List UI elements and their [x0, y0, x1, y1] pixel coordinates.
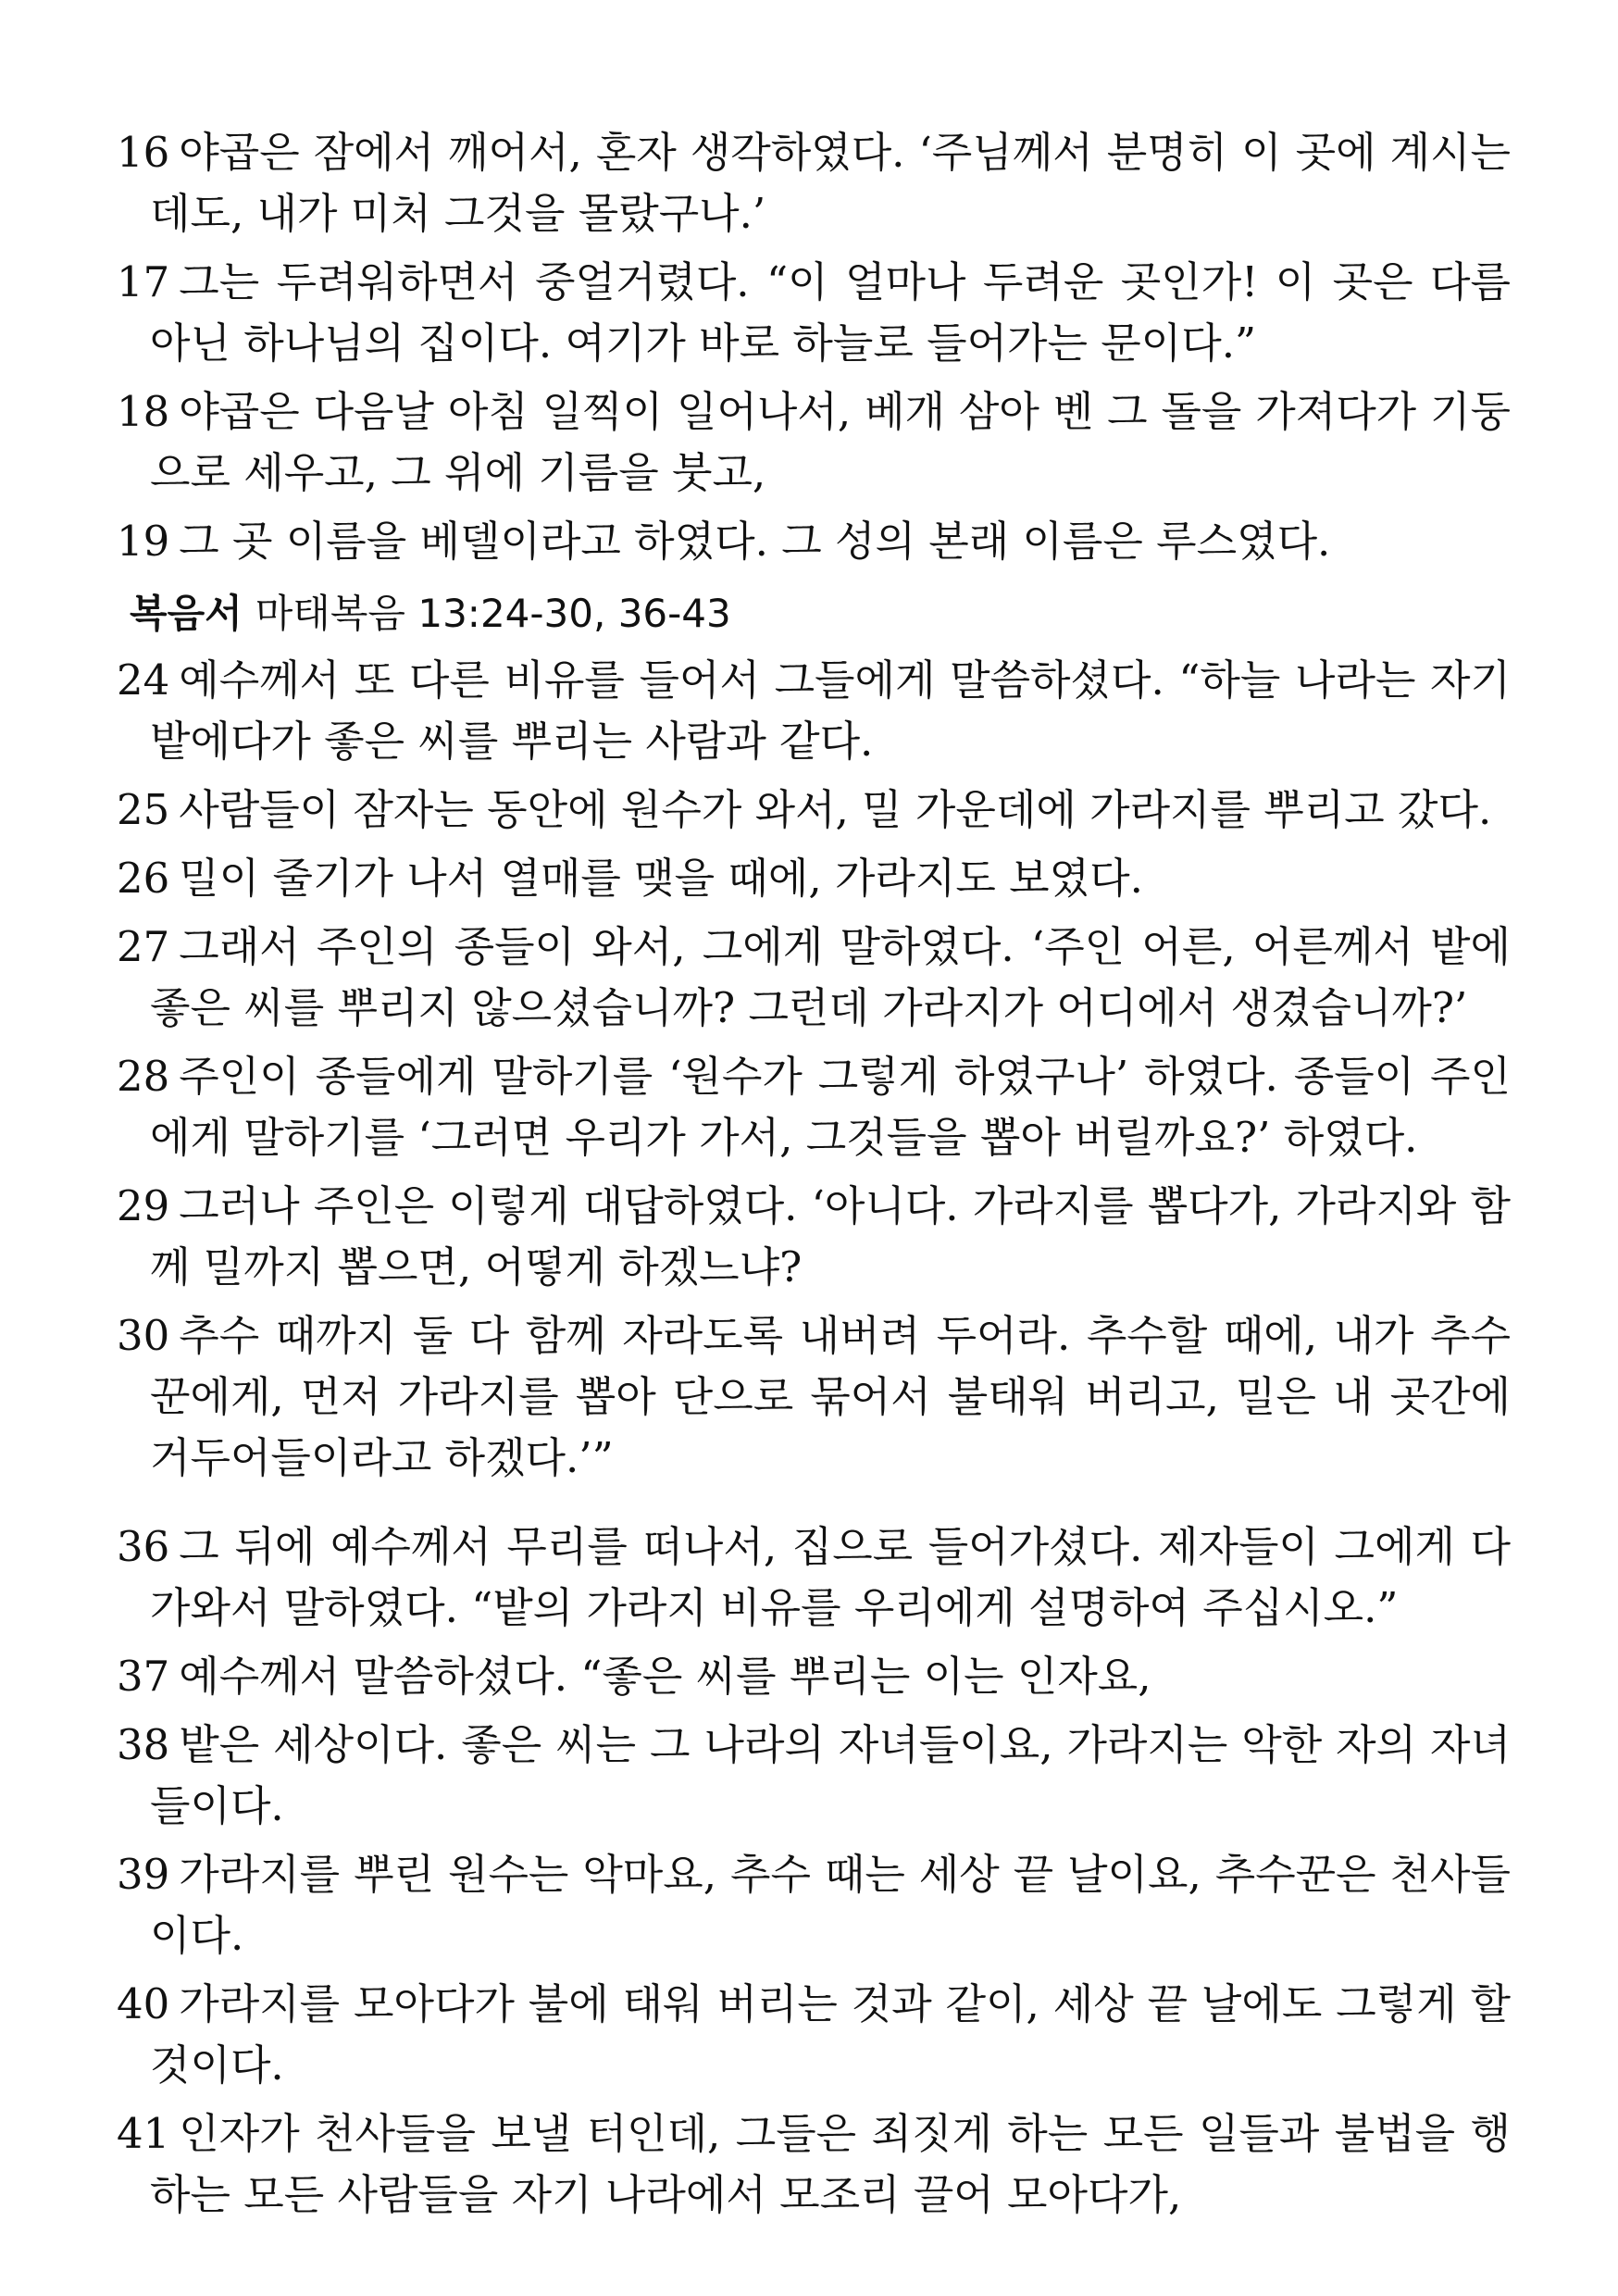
verse-30	[117, 1305, 1511, 1489]
verse-40	[117, 1974, 1511, 2096]
verse-text: 가라지를 모아다가 불에 태워 버리는 것과 같이, 세상 끝 날에도 그렇게 할 것이다.	[150, 1979, 1511, 2090]
document-page	[117, 122, 1511, 2233]
verse-text: 주인이 종들에게 말하기를 ‘원수가 그렇게 하였구나’ 하였다. 종들이 주인에게 말하기를 ‘그러면 우리가 가서, 그것들을 뽑아 버릴까요?’ 하였다.	[150, 1052, 1511, 1162]
verse-16	[117, 122, 1511, 244]
verse-number: 24	[117, 655, 170, 705]
verse-number: 29	[117, 1181, 170, 1230]
verse-number: 41	[117, 2109, 170, 2158]
verse-text: 추수 때까지 둘 다 함께 자라도록 내버려 두어라. 추수할 때에, 내가 추수꾼에게, 먼저 가라지를 뽑아 단으로 묶어서 불태워 버리고, 밀은 내 곳간에 거두어들이라고 하겠다.’”	[150, 1311, 1511, 1482]
verse-38	[117, 1715, 1511, 1837]
verse-number: 18	[117, 387, 170, 436]
verse-number: 38	[117, 1720, 170, 1769]
verse-29	[117, 1176, 1511, 1298]
verse-number: 26	[117, 854, 170, 903]
verse-number: 16	[117, 128, 170, 177]
gospel-heading	[130, 585, 1511, 643]
verse-39	[117, 1844, 1511, 1966]
verse-number: 36	[117, 1522, 170, 1571]
verse-text: 예수께서 말씀하셨다. “좋은 씨를 뿌리는 이는 인자요,	[179, 1652, 1151, 1701]
section-gap	[117, 1496, 1511, 1516]
verse-19	[117, 511, 1511, 572]
verse-text: 밀이 줄기가 나서 열매를 맺을 때에, 가라지도 보였다.	[179, 854, 1143, 903]
verse-number: 37	[117, 1652, 170, 1701]
verse-number: 40	[117, 1979, 170, 2028]
verse-number: 28	[117, 1052, 170, 1101]
verse-27	[117, 917, 1511, 1039]
verse-18	[117, 381, 1511, 504]
verse-number: 25	[117, 785, 170, 834]
verse-text: 그러나 주인은 이렇게 대답하였다. ‘아니다. 가라지를 뽑다가, 가라지와 함께 밀까지 뽑으면, 어떻게 하겠느냐?	[150, 1181, 1511, 1292]
verse-37	[117, 1646, 1511, 1707]
gospel-reference: 마태복음 13:24-30, 36-43	[255, 591, 731, 636]
verse-17	[117, 252, 1511, 374]
verse-number: 19	[117, 517, 170, 566]
verse-41	[117, 2103, 1511, 2226]
verse-25	[117, 780, 1511, 841]
verse-text: 그래서 주인의 종들이 와서, 그에게 말하였다. ‘주인 어른, 어른께서 밭에 좋은 씨를 뿌리지 않으셨습니까? 그런데 가라지가 어디에서 생겼습니까?’	[150, 922, 1511, 1032]
verse-text: 야곱은 잠에서 깨어서, 혼자 생각하였다. ‘주님께서 분명히 이 곳에 계시는데도, 내가 미처 그것을 몰랐구나.’	[150, 128, 1511, 238]
verse-number: 39	[117, 1850, 170, 1899]
verse-text: 밭은 세상이다. 좋은 씨는 그 나라의 자녀들이요, 가라지는 악한 자의 자녀들이다.	[150, 1720, 1511, 1830]
verse-26	[117, 848, 1511, 909]
verse-text: 사람들이 잠자는 동안에 원수가 와서, 밀 가운데에 가라지를 뿌리고 갔다.	[179, 785, 1492, 834]
verse-28	[117, 1046, 1511, 1168]
verse-text: 그 뒤에 예수께서 무리를 떠나서, 집으로 들어가셨다. 제자들이 그에게 다가와서 말하였다. “밭의 가라지 비유를 우리에게 설명하여 주십시오.”	[150, 1522, 1511, 1632]
verse-number: 30	[117, 1311, 170, 1360]
verse-text: 인자가 천사들을 보낼 터인데, 그들은 죄짓게 하는 모든 일들과 불법을 행하는 모든 사람들을 자기 나라에서 모조리 끌어 모아다가,	[150, 2109, 1511, 2219]
verse-number: 27	[117, 922, 170, 971]
verse-24	[117, 650, 1511, 772]
verse-text: 예수께서 또 다른 비유를 들어서 그들에게 말씀하셨다. “하늘 나라는 자기 밭에다가 좋은 씨를 뿌리는 사람과 같다.	[150, 655, 1511, 766]
verse-36	[117, 1516, 1511, 1639]
verse-number: 17	[117, 257, 170, 306]
verse-text: 야곱은 다음날 아침 일찍이 일어나서, 베개 삼아 벤 그 돌을 가져다가 기둥으로 세우고, 그 위에 기름을 붓고,	[150, 387, 1511, 497]
verse-text: 그는 두려워하면서 중얼거렸다. “이 얼마나 두려운 곳인가! 이 곳은 다름아닌 하나님의 집이다. 여기가 바로 하늘로 들어가는 문이다.”	[150, 257, 1511, 368]
verse-text: 가라지를 뿌린 원수는 악마요, 추수 때는 세상 끝 날이요, 추수꾼은 천사들이다.	[150, 1850, 1511, 1960]
gospel-label: 복음서	[130, 591, 243, 636]
verse-text: 그 곳 이름을 베델이라고 하였다. 그 성의 본래 이름은 루스였다.	[179, 517, 1331, 566]
